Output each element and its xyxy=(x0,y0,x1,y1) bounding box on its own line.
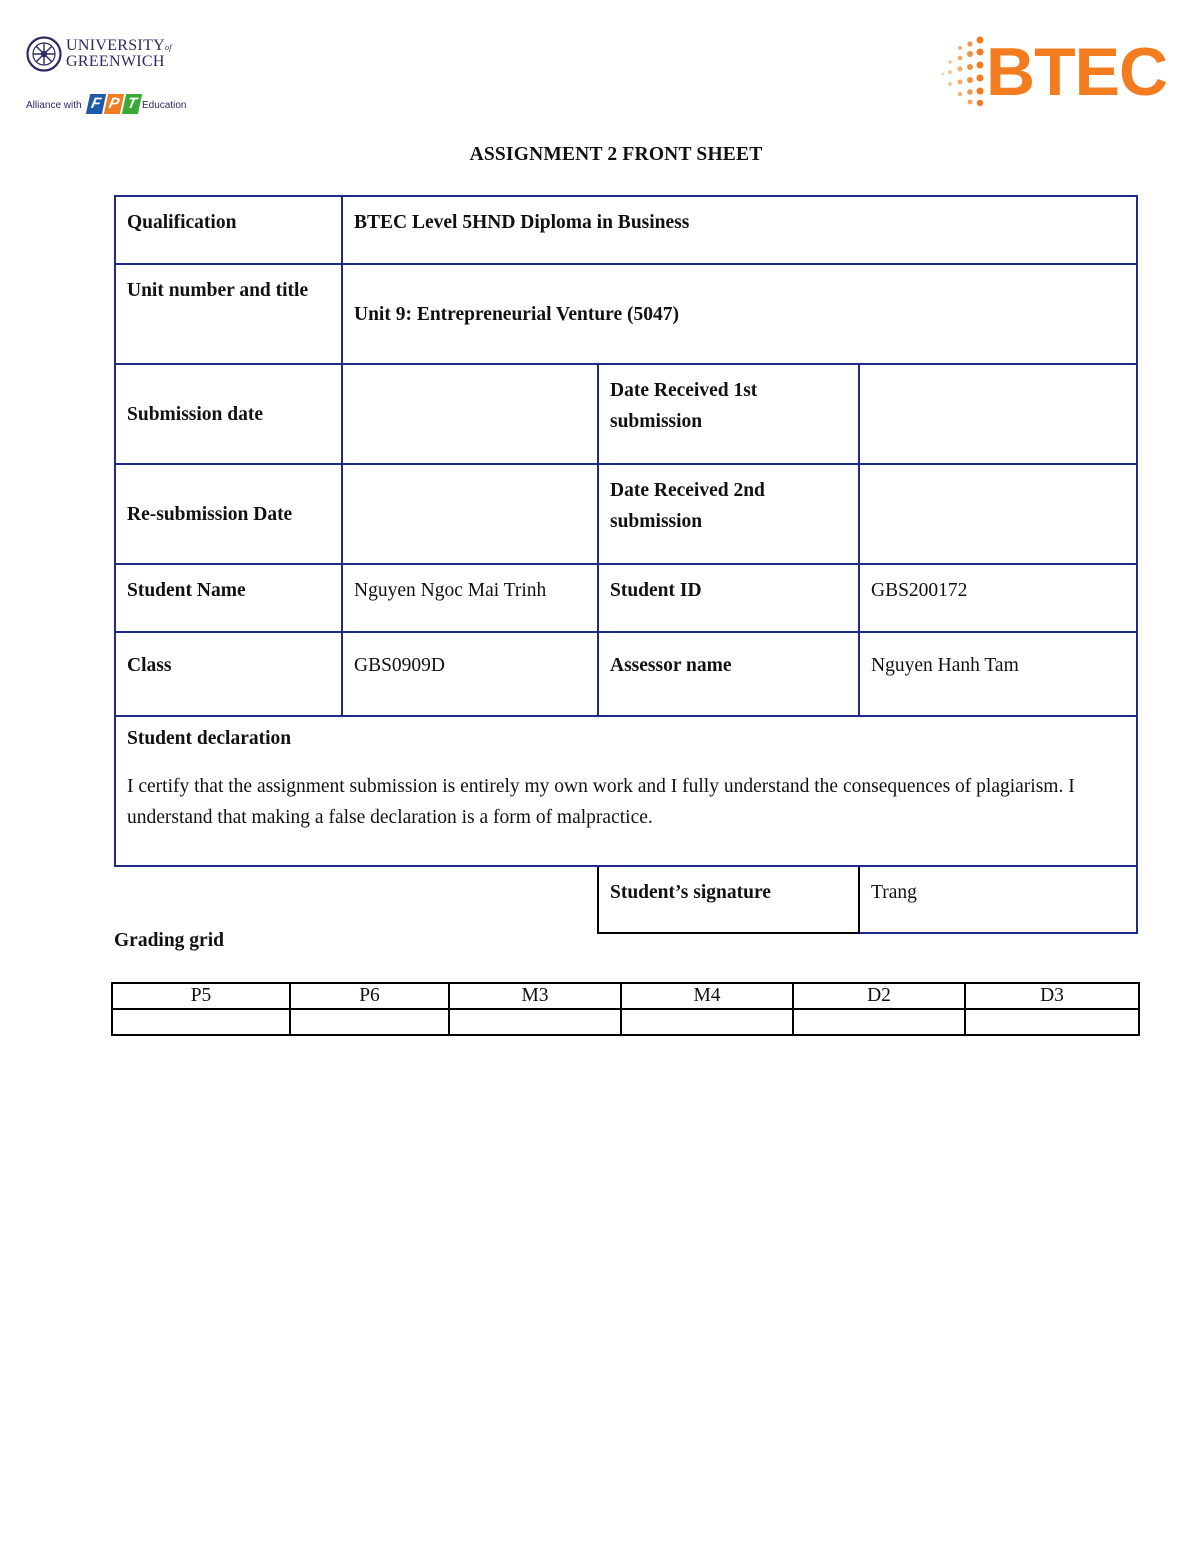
submission-date-value[interactable] xyxy=(342,364,598,464)
grade-header-m3: M3 xyxy=(449,983,621,1009)
date-received-1-label: Date Received 1st submission xyxy=(598,364,859,464)
university-of-greenwich-logo xyxy=(26,36,196,126)
grade-header-p6: P6 xyxy=(290,983,449,1009)
grade-value-d2[interactable] xyxy=(793,1009,965,1035)
grading-value-row xyxy=(112,1009,1139,1035)
btec-wordmark: BTEC xyxy=(986,34,1168,110)
declaration-heading: Student declaration xyxy=(127,728,292,749)
university-name-of: of xyxy=(165,43,172,52)
assessor-label: Assessor name xyxy=(598,632,859,716)
student-row xyxy=(115,564,1137,632)
unit-label: Unit number and title xyxy=(115,264,342,364)
class-row xyxy=(115,632,1137,716)
grade-value-p5[interactable] xyxy=(112,1009,290,1035)
student-id-label: Student ID xyxy=(598,564,859,632)
submission-date-row xyxy=(115,364,1137,464)
grade-value-d3[interactable] xyxy=(965,1009,1139,1035)
qualification-row xyxy=(115,196,1137,264)
unit-value: Unit 9: Entrepreneurial Venture (5047) xyxy=(342,264,1137,364)
university-name-line1: UNIVERSITY xyxy=(66,37,165,54)
grade-header-d3: D3 xyxy=(965,983,1139,1009)
qualification-value: BTEC Level 5HND Diploma in Business xyxy=(342,196,1137,264)
date-received-2-value[interactable] xyxy=(859,464,1137,564)
class-value: GBS0909D xyxy=(342,632,598,716)
resubmission-date-value[interactable] xyxy=(342,464,598,564)
assessor-value: Nguyen Hanh Tam xyxy=(859,632,1137,716)
student-name-label: Student Name xyxy=(115,564,342,632)
unit-row xyxy=(115,264,1137,364)
grade-header-p5: P5 xyxy=(112,983,290,1009)
fpt-letter-f: F xyxy=(86,94,106,114)
alliance-text: Alliance with xyxy=(26,100,82,111)
resubmission-date-row xyxy=(115,464,1137,564)
education-text: Education xyxy=(142,100,187,111)
signature-label: Student’s signature xyxy=(598,866,859,933)
university-seal-icon xyxy=(26,36,62,72)
date-received-2-label: Date Received 2nd submission xyxy=(598,464,859,564)
declaration-text: I certify that the assignment submission is entirely my own work and I fully understand the consequences of plagiarism. I understand that making a false declaration is a form of malpractice. xyxy=(127,776,1075,828)
declaration-row xyxy=(115,716,1137,866)
grade-header-m4: M4 xyxy=(621,983,793,1009)
signature-value[interactable]: Trang xyxy=(859,866,1137,933)
fpt-alliance-logo xyxy=(26,94,196,118)
page-title: ASSIGNMENT 2 FRONT SHEET xyxy=(469,144,763,165)
btec-dots-icon xyxy=(940,32,990,112)
student-id-value: GBS200172 xyxy=(859,564,1137,632)
grading-grid-table xyxy=(111,982,1140,1036)
btec-logo xyxy=(940,32,1180,112)
grade-header-d2: D2 xyxy=(793,983,965,1009)
declaration-cell xyxy=(115,716,1137,866)
fpt-letter-p: P xyxy=(104,94,124,114)
resubmission-date-label: Re-submission Date xyxy=(115,464,342,564)
grade-value-m4[interactable] xyxy=(621,1009,793,1035)
class-label: Class xyxy=(115,632,342,716)
qualification-label: Qualification xyxy=(115,196,342,264)
grade-value-p6[interactable] xyxy=(290,1009,449,1035)
fpt-letter-t: T xyxy=(122,94,142,114)
student-name-value: Nguyen Ngoc Mai Trinh xyxy=(342,564,598,632)
grade-value-m3[interactable] xyxy=(449,1009,621,1035)
front-sheet-table xyxy=(114,195,1138,934)
grading-grid-label: Grading grid xyxy=(114,930,224,951)
signature-row xyxy=(115,866,1137,933)
date-received-1-value[interactable] xyxy=(859,364,1137,464)
submission-date-label: Submission date xyxy=(115,364,342,464)
signature-spacer xyxy=(115,866,598,933)
grading-header-row xyxy=(112,983,1139,1009)
university-name-line2: GREENWICH xyxy=(66,53,165,70)
fpt-logo xyxy=(88,94,140,114)
